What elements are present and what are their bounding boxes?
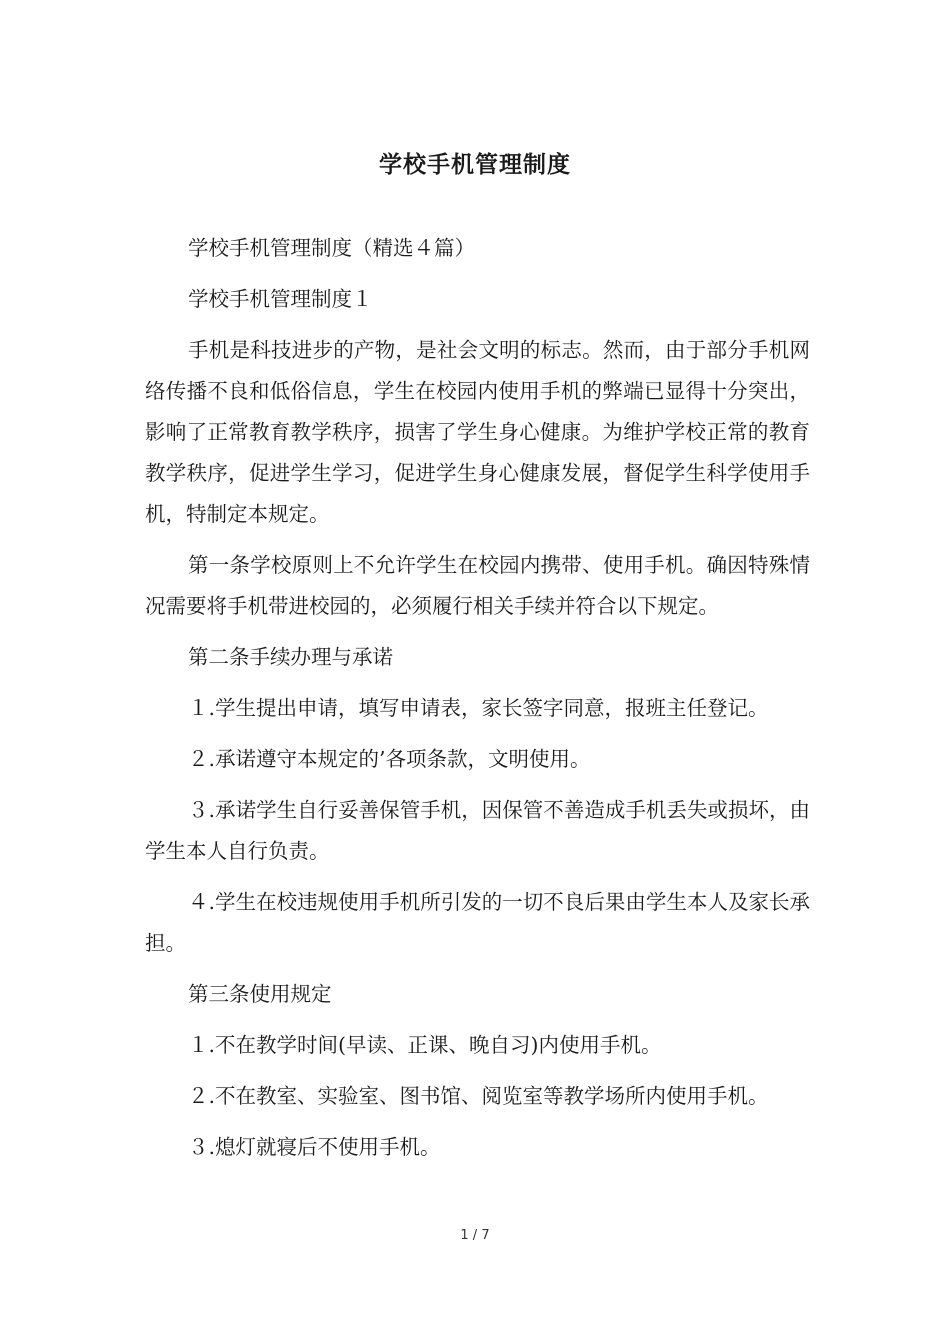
paragraph-item: ２.承诺遵守本规定的’各项条款，文明使用。 — [188, 747, 591, 771]
paragraph-intro: 手机是科技进步的产物，是社会文明的标志。然而，由于部分手机网络传播不良和低俗信息，学生在校园内使用手机的弊端已显得十分突出，影响了正常教育教学秩序，损害了学生身心健康。为维护学校正常的教育教学秩序，促进学生学习，促进学生身心健康发展，督促学生科学使用手机，特制定本规定。 — [145, 338, 810, 526]
paragraph-item: ３.承诺学生自行妥善保管手机，因保管不善造成手机丢失或损坏，由学生本人自行负责。 — [145, 798, 810, 863]
page-number: 1 / 7 — [460, 1228, 490, 1243]
paragraph-article-3-heading: 第三条使用规定 — [188, 982, 332, 1006]
paragraph-item: １.学生提出申请，填写申请表，家长签字同意，报班主任登记。 — [188, 696, 769, 720]
paragraph-item: １.不在教学时间(早读、正课、晚自习)内使用手机。 — [188, 1033, 662, 1057]
paragraph-article-1: 第一条学校原则上不允许学生在校园内携带、使用手机。确因特殊情况需要将手机带进校园的，必须履行相关手续并符合以下规定。 — [145, 553, 810, 618]
document-title: 学校手机管理制度 — [379, 152, 571, 178]
paragraph-subtitle: 学校手机管理制度（精选４篇） — [188, 236, 475, 260]
paragraph-item: ２.不在教室、实验室、图书馆、阅览室等教学场所内使用手机。 — [188, 1084, 769, 1108]
paragraph-item: ３.熄灯就寝后不使用手机。 — [188, 1135, 441, 1159]
paragraph-item: ４.学生在校违规使用手机所引发的一切不良后果由学生本人及家长承担。 — [145, 890, 810, 955]
document-body — [145, 228, 810, 1178]
paragraph-article-2-heading: 第二条手续办理与承诺 — [188, 645, 393, 669]
paragraph-section-heading: 学校手机管理制度１ — [188, 287, 373, 311]
